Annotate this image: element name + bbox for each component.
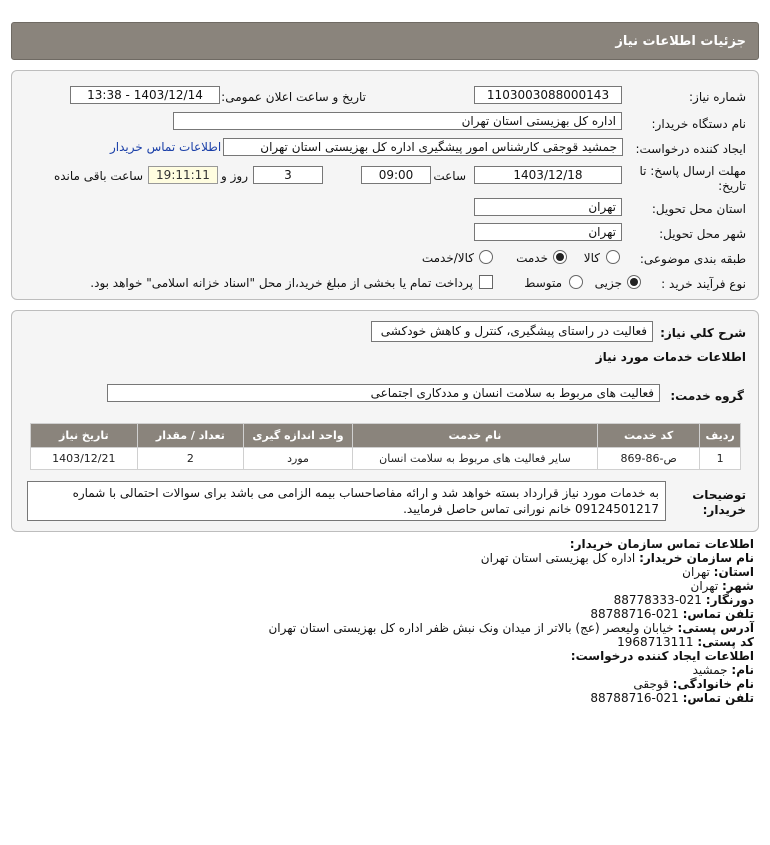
days-label: روز و: [221, 169, 248, 183]
cell-quantity: 2: [137, 448, 244, 470]
requester-label: ایجاد کننده درخواست:: [635, 142, 746, 156]
requester-field: جمشید قوجقی کارشناس امور پیشگیری اداره کل بهزیستی استان تهران: [223, 138, 623, 156]
need-number-field: 1103003088000143: [474, 86, 622, 104]
process-radio-medium[interactable]: [569, 275, 583, 289]
buyer-notes-field: به خدمات مورد نیاز قرارداد بسته خواهد شد و ارائه مفاصاحساب بیمه الزامی می باشد برای سوالات احتمالی با شماره 09124501217 خانم نورانی تماس حاصل فرمایید.: [27, 481, 666, 521]
process-radio-partial[interactable]: [627, 275, 641, 289]
buyer-address-row: آدرس پستی: خیابان ولیعصر (عج) بالاتر از میدان ونک نبش ظفر اداره کل بهزیستی استان تهران: [268, 621, 754, 635]
days-remaining-field: 3: [253, 166, 323, 184]
buyer-province-row: استان: تهران: [682, 565, 754, 579]
category-option-service: خدمت: [516, 251, 548, 265]
treasury-payment-note: پرداخت تمام یا بخشی از مبلغ خرید،از محل "اسناد خزانه اسلامی" خواهد بود.: [90, 276, 473, 290]
service-group-label: گروه خدمت:: [670, 389, 744, 403]
col-unit: واحد اندازه گیری: [244, 424, 353, 448]
services-title: اطلاعات خدمات مورد نیاز: [595, 350, 746, 364]
table-header-row: [31, 424, 741, 448]
service-group-field: فعالیت های مربوط به سلامت انسان و مددکاری اجتماعی: [107, 384, 660, 402]
buyer-org-field: اداره کل بهزیستی استان تهران: [173, 112, 622, 130]
cell-service-name: سایر فعالیت های مربوط به سلامت انسان: [352, 448, 597, 470]
buyer-phone-row: تلفن تماس: 021-88788716: [590, 607, 754, 621]
table-row: [31, 448, 741, 470]
city-label: شهر محل تحویل:: [659, 227, 746, 241]
summary-label: شرح کلي نياز:: [660, 326, 746, 340]
process-type-label: نوع فرآیند خرید :: [661, 277, 746, 291]
buyer-notes-label: توضیحات خریدار:: [692, 488, 746, 517]
buyer-postal-row: کد پستی: 1968713111: [617, 635, 754, 649]
cell-row-number: 1: [700, 448, 741, 470]
deadline-time-label: ساعت: [433, 169, 466, 183]
category-option-goods: کالا: [583, 251, 600, 265]
deadline-time-field: 09:00: [361, 166, 431, 184]
buyer-fax-row: دورنگار: 021-88778333: [613, 593, 754, 607]
time-remaining-field: 19:11:11: [148, 166, 218, 184]
col-row-number: ردیف: [700, 424, 741, 448]
category-radio-goods-service[interactable]: [479, 250, 493, 264]
buyer-city-row: شهر: تهران: [690, 579, 754, 593]
page-header: [11, 22, 759, 60]
category-option-goods-service: کالا/خدمت: [421, 251, 474, 265]
cell-need-date: 1403/12/21: [31, 448, 138, 470]
cell-service-code: ص-86-869: [597, 448, 699, 470]
province-field: تهران: [474, 198, 622, 216]
cell-unit: مورد: [244, 448, 353, 470]
category-radio-service[interactable]: [553, 250, 567, 264]
time-remaining-label: ساعت باقی مانده: [53, 169, 143, 183]
province-label: استان محل تحویل:: [651, 202, 746, 216]
services-table: [30, 423, 741, 470]
process-option-partial: جزیی: [594, 276, 622, 290]
city-field: تهران: [474, 223, 622, 241]
buyer-contact-title: اطلاعات تماس سازمان خریدار:: [569, 537, 754, 551]
treasury-payment-checkbox[interactable]: [479, 275, 493, 289]
col-quantity: تعداد / مقدار: [137, 424, 244, 448]
need-number-label: شماره نیاز:: [689, 90, 746, 104]
category-radio-goods[interactable]: [606, 250, 620, 264]
creator-phone-row: تلفن تماس: 021-88788716: [590, 691, 754, 705]
page-title: جزئیات اطلاعات نیاز: [615, 33, 746, 49]
creator-contact-title: اطلاعات ایجاد کننده درخواست:: [570, 649, 754, 663]
buyer-org-row: نام سازمان خریدار: اداره کل بهزیستی استان تهران: [480, 551, 754, 565]
announce-datetime-field: 1403/12/14 - 13:38: [70, 86, 220, 104]
col-service-code: کد خدمت: [597, 424, 699, 448]
buyer-org-label: نام دستگاه خریدار:: [651, 117, 746, 131]
deadline-date-field: 1403/12/18: [474, 166, 622, 184]
col-service-name: نام خدمت: [352, 424, 597, 448]
process-option-medium: متوسط: [524, 276, 562, 290]
announce-datetime-label: تاریخ و ساعت اعلان عمومی:: [221, 90, 366, 104]
category-label: طبقه بندی موضوعی:: [639, 252, 746, 266]
creator-family-row: نام خانوادگی: قوجقی: [633, 677, 754, 691]
deadline-label: مهلت ارسال پاسخ: تا تاریخ:: [639, 164, 746, 193]
summary-field: فعالیت در راستای پیشگیری، کنترل و کاهش خودکشی: [371, 321, 653, 342]
creator-name-row: نام: جمشید: [692, 663, 754, 677]
buyer-contact-link[interactable]: اطلاعات تماس خریدار: [110, 140, 222, 154]
col-need-date: تاریخ نیاز: [31, 424, 138, 448]
